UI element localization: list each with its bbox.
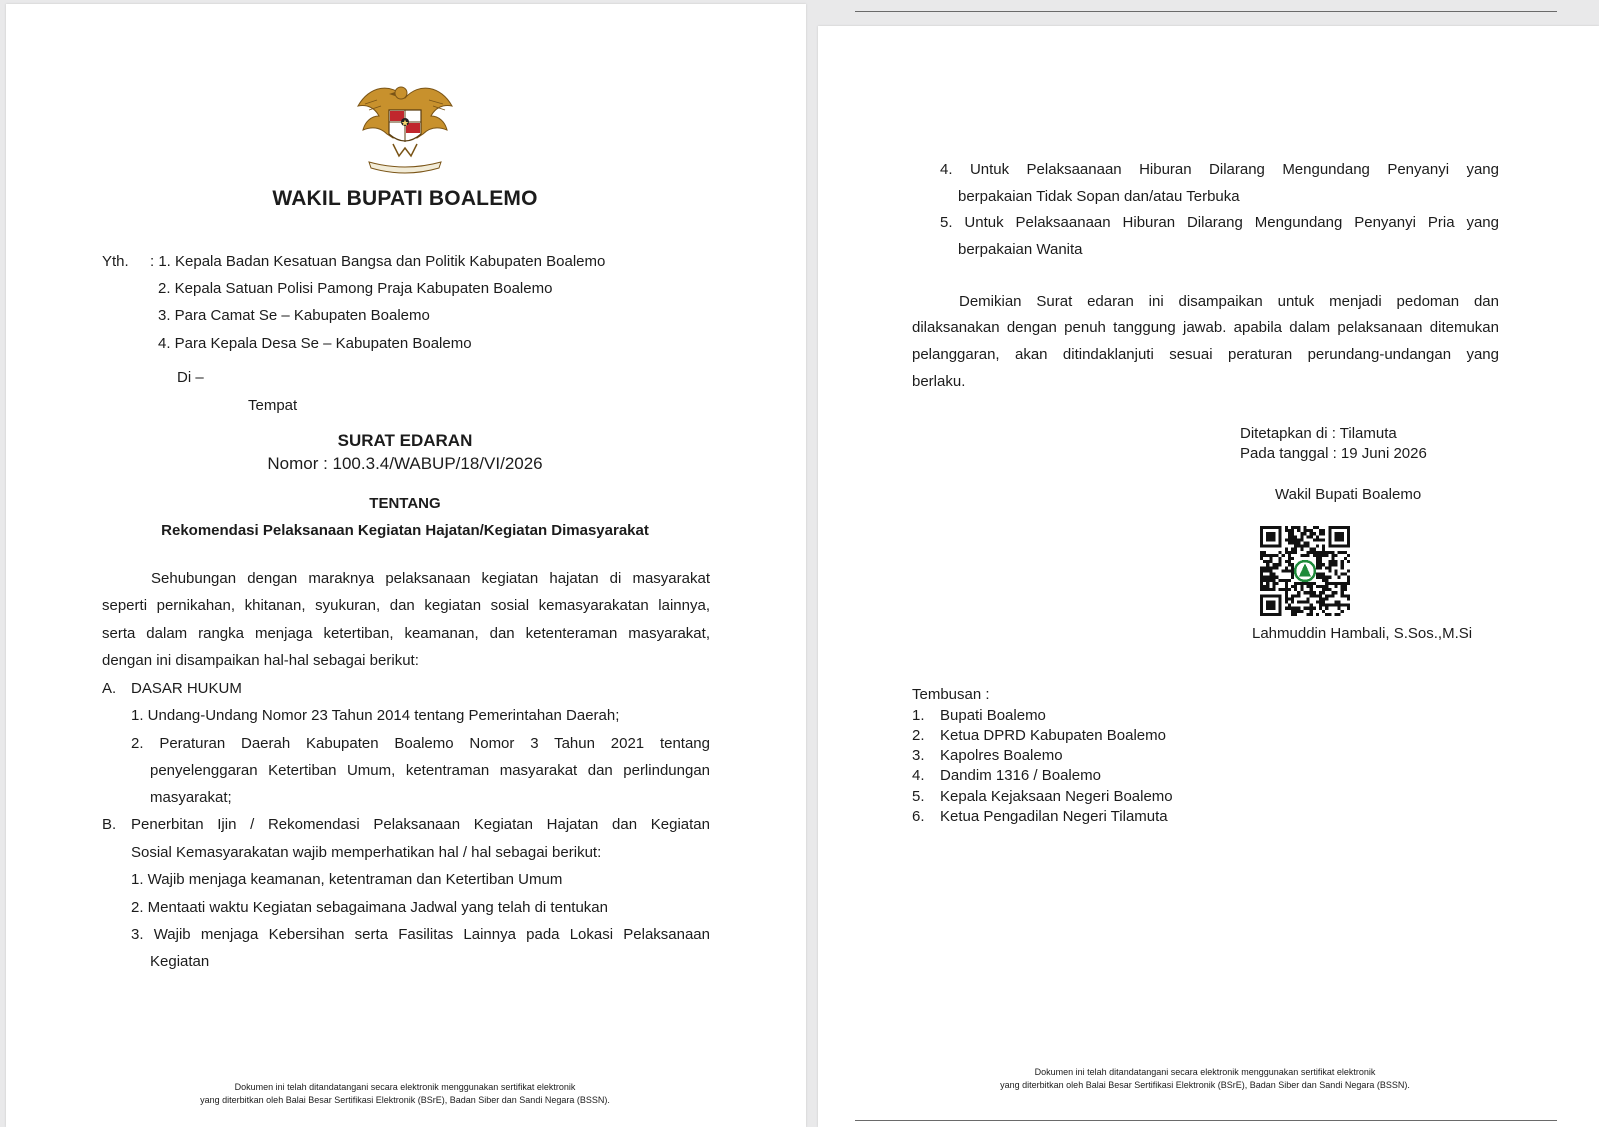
qr-code-icon	[1260, 526, 1350, 616]
signer-name: Lahmuddin Hambali, S.Sos.,M.Si	[1252, 625, 1473, 642]
list-item: 1. Wajib menjaga keamanan, ketentraman dan Ketertiban Umum	[131, 871, 563, 888]
intro-line: dengan ini disampaikan hal-hal sebagai berikut:	[102, 652, 419, 669]
tembusan-no: 6.	[912, 808, 925, 825]
tembusan-name: Ketua DPRD Kabupaten Boalemo	[940, 727, 1166, 744]
section-b-marker: B.	[102, 816, 117, 833]
tembusan-no: 1.	[912, 707, 925, 724]
tembusan-no: 3.	[912, 747, 925, 764]
surat-number: Nomor : 100.3.4/WABUP/18/VI/2026	[267, 454, 543, 473]
list-item-continuation: berpakaian Wanita	[958, 241, 1083, 258]
recipient-item: 3. Para Camat Se – Kabupaten Boalemo	[158, 307, 430, 324]
tembusan-no: 4.	[912, 767, 925, 784]
tembusan-name: Kepala Kejaksaan Negeri Boalemo	[940, 788, 1173, 805]
list-item-continuation: Kegiatan	[150, 953, 210, 970]
tempat-label: Tempat	[248, 397, 298, 414]
signer-position: Wakil Bupati Boalemo	[1275, 486, 1422, 503]
tembusan-no: 5.	[912, 788, 925, 805]
closing-line: berlaku.	[912, 373, 966, 390]
closing-line: dilaksanakan dengan penuh tanggung jawab. apabila dalam pelaksanaan ditemukan	[912, 319, 1499, 336]
tembusan-name: Kapolres Boalemo	[940, 747, 1063, 764]
section-b-text: Sosial Kemasyarakatan wajib memperhatikan hal / hal sebagai berikut:	[131, 844, 602, 861]
recipient-item: : 1. Kepala Badan Kesatuan Bangsa dan Politik Kabupaten Boalemo	[150, 253, 606, 270]
tanggal-line: Pada tanggal : 19 Juni 2026	[1240, 445, 1427, 462]
tembusan-label: Tembusan :	[912, 686, 990, 703]
footer-line: yang diterbitkan oleh Balai Besar Sertifikasi Elektronik (BSrE), Badan Siber dan Sandi Negara (BSSN).	[200, 1095, 610, 1105]
tembusan-no: 2.	[912, 727, 925, 744]
yth-label: Yth.	[102, 253, 129, 270]
section-a-title: DASAR HUKUM	[131, 680, 242, 697]
bottom-rule	[855, 1120, 1557, 1121]
list-item: 2. Mentaati waktu Kegiatan sebagaimana Jadwal yang telah di tentukan	[131, 899, 608, 916]
footer-line: Dokumen ini telah ditandatangani secara elektronik menggunakan sertifikat elektronik	[1034, 1067, 1376, 1077]
subject-heading: Rekomendasi Pelaksanaan Kegiatan Hajatan/Kegiatan Dimasyarakat	[161, 522, 649, 539]
list-item-continuation: penyelenggaran Ketertiban Umum, ketentraman masyarakat dan perlindungan	[150, 762, 710, 779]
page-title: WAKIL BUPATI BOALEMO	[272, 187, 538, 210]
section-a-marker: A.	[102, 680, 117, 697]
list-item: 5. Untuk Pelaksaanaan Hiburan Dilarang Mengundang Penyanyi Pria yang	[940, 214, 1499, 231]
garuda-emblem-icon	[354, 76, 456, 176]
tembusan-name: Dandim 1316 / Boalemo	[940, 767, 1101, 784]
surat-edaran-title: SURAT EDARAN	[337, 431, 473, 450]
ditetapkan-line: Ditetapkan di : Tilamuta	[1240, 425, 1397, 442]
top-rule	[855, 11, 1557, 12]
tembusan-name: Ketua Pengadilan Negeri Tilamuta	[940, 808, 1168, 825]
closing-line: pelanggaran, akan ditindaklanjuti sesuai peraturan perundang-undangan yang	[912, 346, 1499, 363]
footer-line: Dokumen ini telah ditandatangani secara elektronik menggunakan sertifikat elektronik	[234, 1082, 576, 1092]
list-item: 1. Undang-Undang Nomor 23 Tahun 2014 tentang Pemerintahan Daerah;	[131, 707, 620, 724]
section-b-text: Penerbitan Ijin / Rekomendasi Pelaksanaan Kegiatan Hajatan dan Kegiatan	[131, 816, 710, 833]
list-item-continuation: berpakaian Tidak Sopan dan/atau Terbuka	[958, 188, 1240, 205]
recipient-item: 4. Para Kepala Desa Se – Kabupaten Boalemo	[158, 335, 472, 352]
list-item: 3. Wajib menjaga Kebersihan serta Fasilitas Lainnya pada Lokasi Pelaksanaan	[131, 926, 710, 943]
tembusan-name: Bupati Boalemo	[940, 707, 1046, 724]
list-item: 2. Peraturan Daerah Kabupaten Boalemo Nomor 3 Tahun 2021 tentang	[131, 735, 710, 752]
tentang-heading: TENTANG	[369, 495, 441, 512]
list-item: 4. Untuk Pelaksaanaan Hiburan Dilarang Mengundang Penyanyi yang	[940, 161, 1499, 178]
di-label: Di –	[177, 369, 204, 386]
intro-line: Sehubungan dengan maraknya pelaksanaan kegiatan hajatan di masyarakat	[151, 570, 710, 587]
list-item-continuation: masyarakat;	[150, 789, 232, 806]
closing-line: Demikian Surat edaran ini disampaikan untuk menjadi pedoman dan	[959, 293, 1499, 310]
recipient-item: 2. Kepala Satuan Polisi Pamong Praja Kabupaten Boalemo	[158, 280, 553, 297]
intro-line: seperti pernikahan, khitanan, syukuran, dan kegiatan sosial kemasyarakatan lainnya,	[102, 597, 710, 614]
footer-line: yang diterbitkan oleh Balai Besar Sertifikasi Elektronik (BSrE), Badan Siber dan Sandi Negara (BSSN).	[1000, 1080, 1410, 1090]
intro-line: serta dalam rangka menjaga ketertiban, keamanan, dan ketenteraman masyarakat,	[102, 625, 710, 642]
